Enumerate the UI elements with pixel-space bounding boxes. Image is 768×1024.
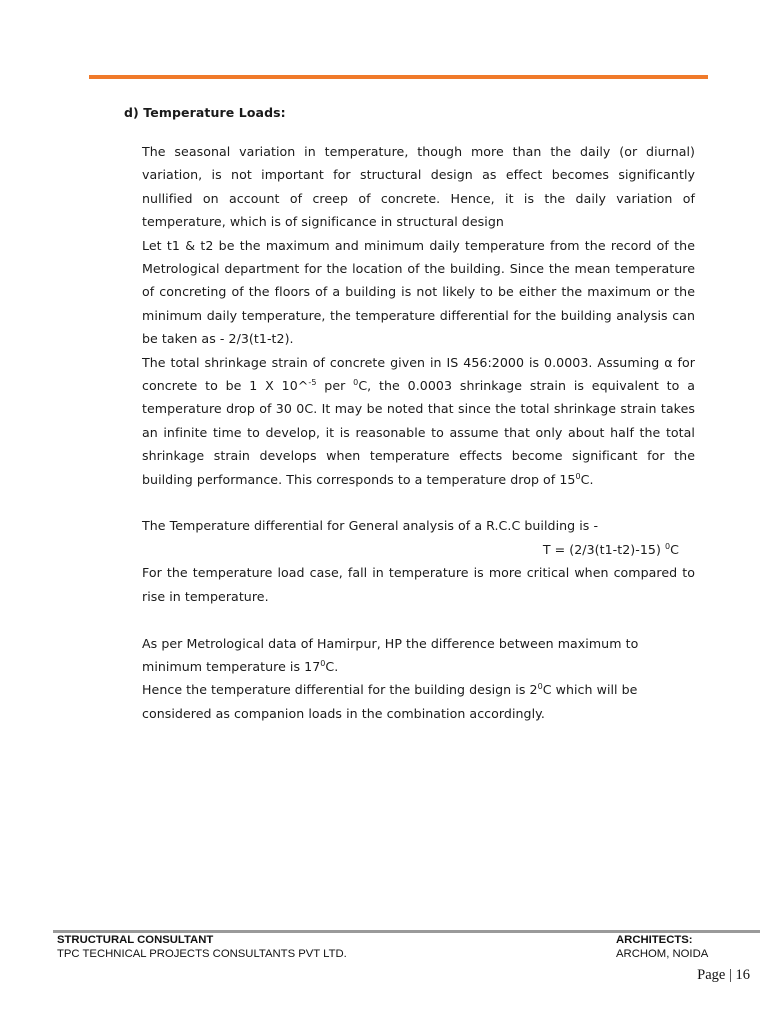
paragraph-conclusion bbox=[142, 678, 695, 725]
document-body bbox=[142, 140, 695, 725]
paragraph-seasonal-variation: The seasonal variation in temperature, though more than the daily (or diurnal) variation, is not important for structural design as effect becomes significantly nullified on account of creep of concrete. Hence, it is the daily variation of temperature, which is of significance in structural design bbox=[142, 144, 695, 230]
conclusion-text-2: C which will be considered as companion loads in the combination accordingly. bbox=[142, 682, 638, 721]
degree-symbol: 0 bbox=[320, 658, 326, 668]
equation-text: T = (2/3(t1-t2)-15) bbox=[542, 541, 666, 557]
temperature-equation bbox=[142, 538, 695, 561]
page-number: Page | 16 bbox=[697, 967, 750, 983]
paragraph-load-case: For the temperature load case, fall in temperature is more critical when compared to rise in temperature. bbox=[142, 565, 695, 604]
degree-symbol: 0 bbox=[665, 541, 671, 551]
degree-symbol: 0 bbox=[575, 471, 581, 481]
spacer bbox=[142, 608, 695, 631]
conclusion-text-1: Hence the temperature differential for the building design is 2 bbox=[142, 682, 538, 698]
paragraph-daily-temperature: Let t1 & t2 be the maximum and minimum daily temperature from the record of the Metrological department for the location of the building. Since the mean temperature of concreting of the floors of a building is not likely to be either the maximum or the minimum daily temperature, the temperature differential for the building analysis can be taken as - 2/3(t1-t2). bbox=[142, 237, 695, 347]
paragraph-general-analysis: The Temperature differential for General analysis of a R.C.C building is - bbox=[142, 518, 599, 534]
footer-name-row bbox=[57, 947, 722, 961]
shrinkage-text-1: The total shrinkage strain of concrete given in IS 456:2000 is 0.0003. Assuming α for concrete to be 1 X 10^ bbox=[142, 354, 695, 394]
equation-unit: C bbox=[670, 541, 679, 557]
footer-title-row bbox=[57, 933, 722, 947]
exponent: -5 bbox=[308, 377, 317, 387]
spacer bbox=[142, 491, 695, 514]
degree-symbol: 0 bbox=[537, 682, 543, 692]
paragraph-hamirpur-data bbox=[142, 632, 695, 679]
paragraph-shrinkage-strain bbox=[142, 351, 695, 491]
consultant-name: TPC TECHNICAL PROJECTS CONSULTANTS PVT LTD. bbox=[57, 948, 347, 960]
structural-consultant-label: STRUCTURAL CONSULTANT bbox=[57, 934, 214, 946]
hamirpur-unit: C. bbox=[325, 658, 339, 674]
section-heading: d) Temperature Loads: bbox=[124, 105, 286, 120]
shrinkage-text-4: C. bbox=[580, 471, 594, 487]
architect-name: ARCHOM, NOIDA bbox=[616, 948, 709, 960]
shrinkage-text-2: per bbox=[316, 378, 354, 394]
degree-symbol: 0 bbox=[353, 377, 359, 387]
page-footer bbox=[57, 933, 722, 961]
architects-label: ARCHITECTS: bbox=[616, 934, 693, 946]
hamirpur-text: As per Metrological data of Hamirpur, HP the difference between maximum to minimum temperature is 17 bbox=[142, 635, 639, 674]
shrinkage-text-3: C, the 0.0003 shrinkage strain is equivalent to a temperature drop of 30 0C. It may be noted that since the total shrinkage strain takes an infinite time to develop, it is reasonable to assume that only about half the total shrinkage strain develops when temperature effects become significant for the building performance. This corresponds to a temperature drop of 15 bbox=[142, 378, 695, 487]
header-divider bbox=[89, 75, 708, 79]
